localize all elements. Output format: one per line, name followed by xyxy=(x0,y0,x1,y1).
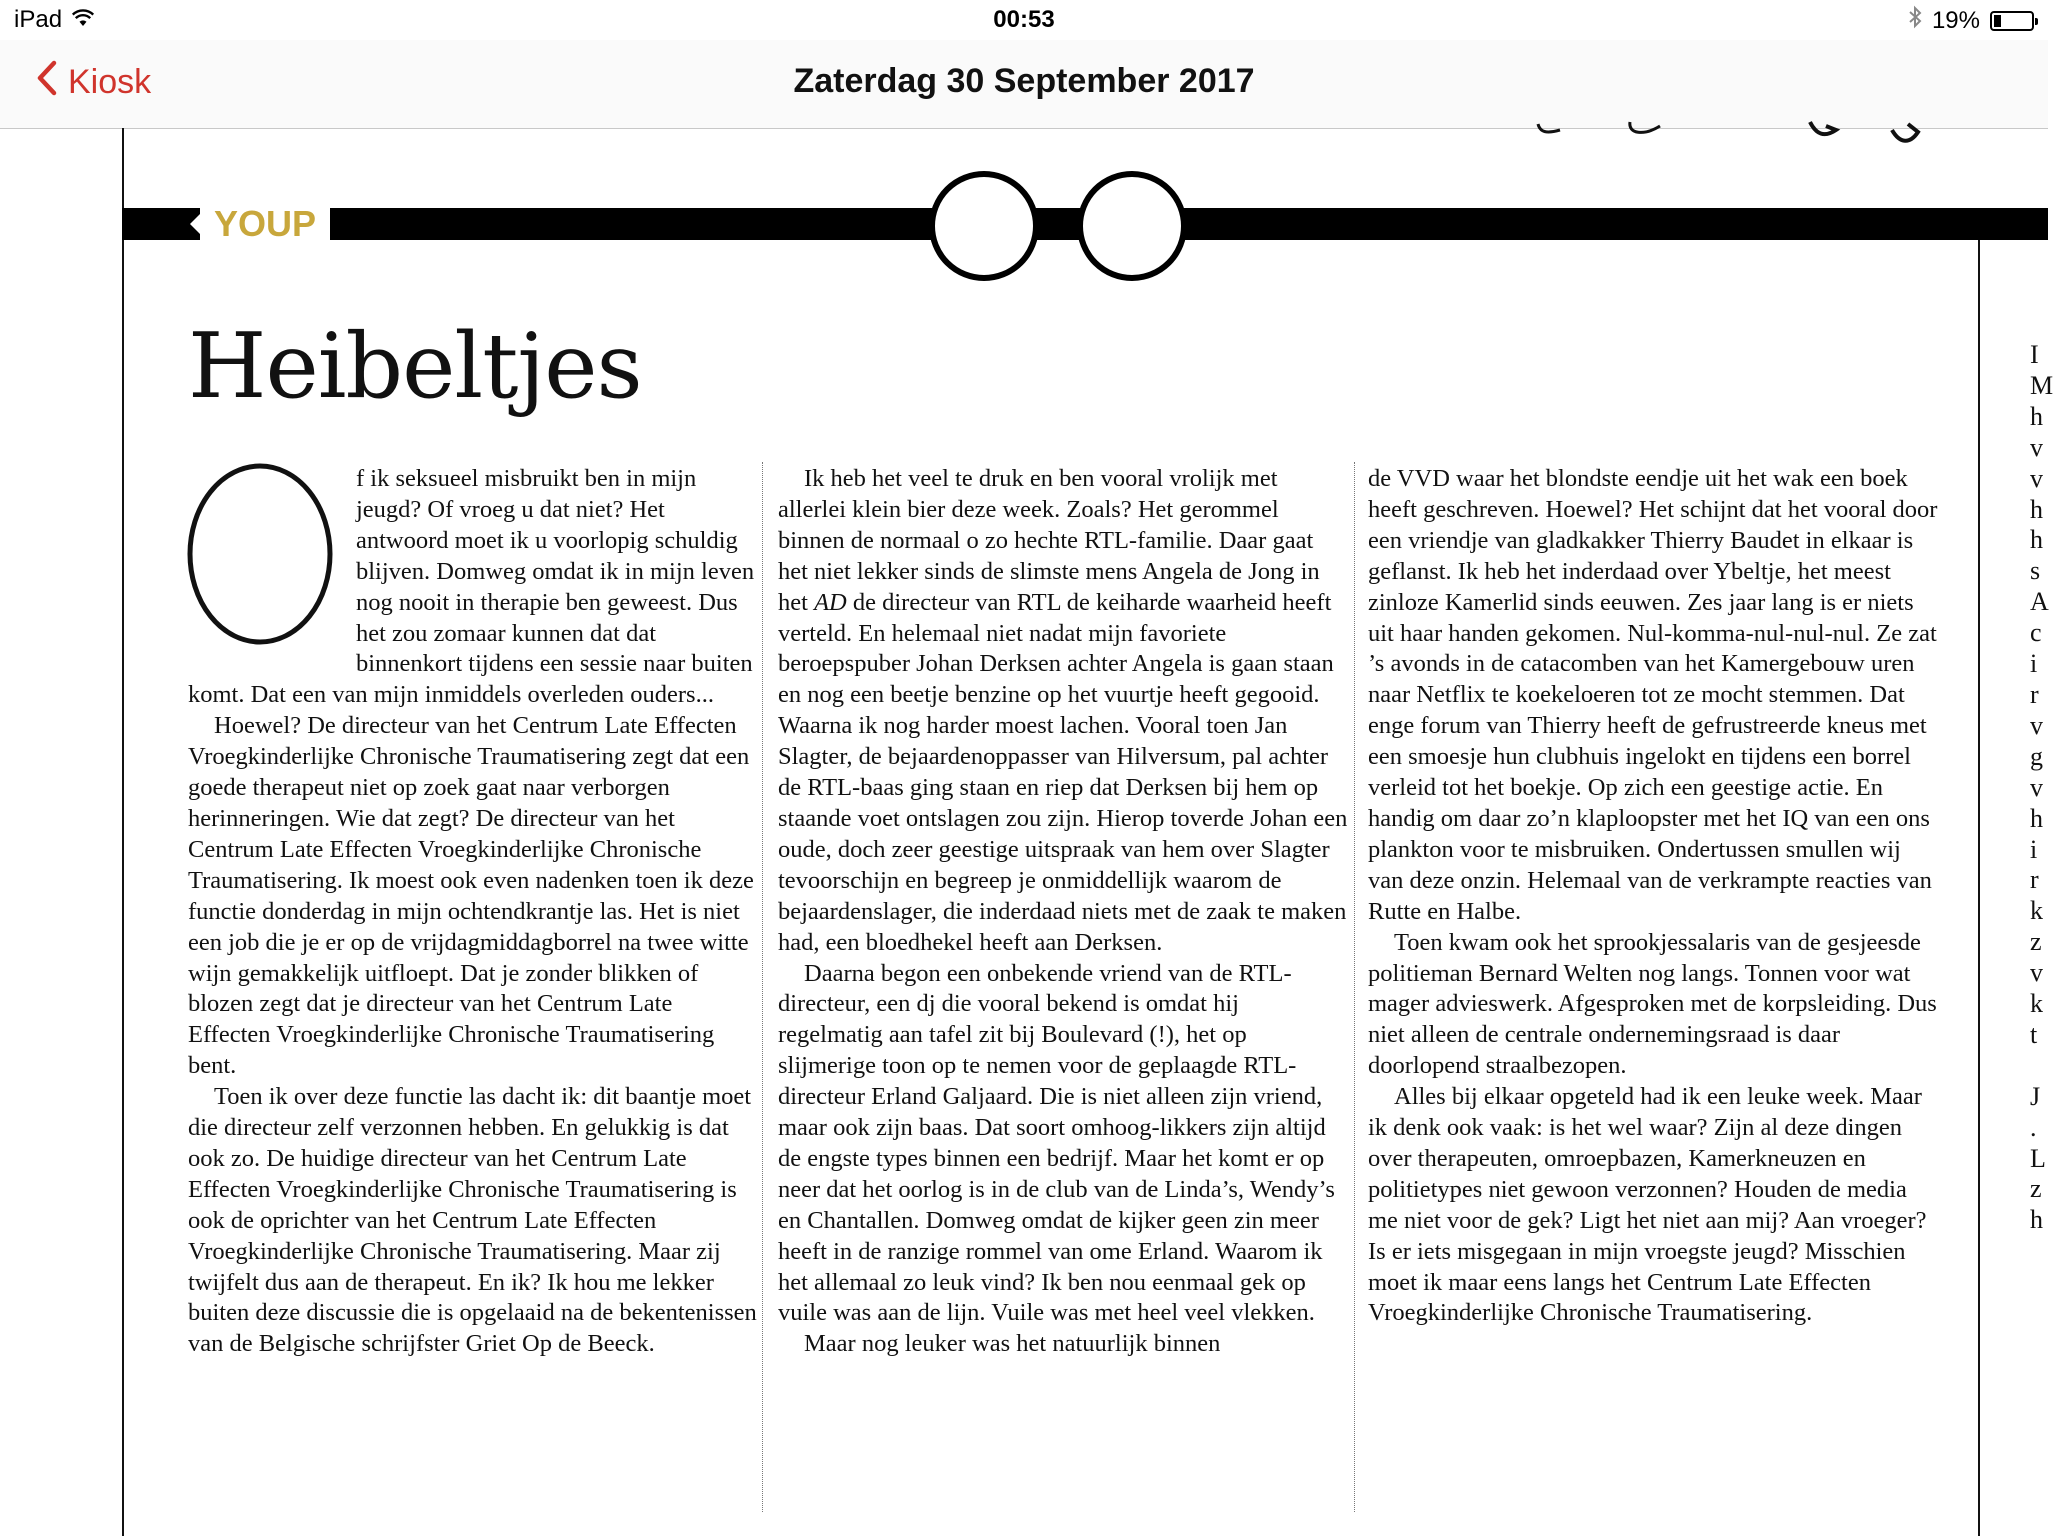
drop-cap-o xyxy=(188,462,338,652)
article-headline: Heibeltjes xyxy=(188,314,642,419)
article-column-1 xyxy=(188,464,758,1360)
text-run: de directeur van RTL de keiharde waarheid heeft verteld. En helemaal niet nadat mijn favoriete beroepspuber Johan Derksen achter Angela is gaan staan en nog een beetje benzine op het vuurtje heeft gegooid. Waarna ik nog harder moest lachen. Vooral toen Jan Slagter, de bejaardenoppasser van Hilversum, pal achter de RTL-baas ging staan en riep dat Derksen bij hem op staande voet ontslagen zou zijn. Hierop toverde Johan een oude, doch zeer geestige uitspraak van hem over Slagter tevoorschijn en begreep je onmiddellijk waarom de bejaardenslager, die inderdaad niets met de zaak te maken had, een bloedhekel heeft aan Derksen. xyxy=(778,588,1348,956)
article-column-3 xyxy=(1368,464,1938,1329)
paragraph: Toen ik over deze functie las dacht ik: dit baantje moet die directeur zelf verzonnen hebben. En gelukkig is dat ook zo. De huidige directeur van het Centrum Late Effecten Vroegkinderlijke Chronische Traumatisering is ook de oprichter van het Centrum Late Effecten Vroegkinderlijke Chronische Traumatisering. Maar zij twijfelt dus aan de therapeut. En ik? Ik hou me lekker buiten deze discussie die is opgelaaid na de bekentenissen van de Belgische schrijfster Griet Op de Beeck. xyxy=(188,1083,757,1358)
status-right xyxy=(1908,6,2034,35)
column-divider xyxy=(1354,462,1355,1512)
paragraph: Maar nog leuker was het natuurlijk binnen xyxy=(804,1330,1221,1358)
navigation-bar xyxy=(0,40,2048,129)
next-article-edge xyxy=(2030,340,2053,1536)
section-tag: YOUP xyxy=(200,206,330,242)
paragraph: Alles bij elkaar opgeteld had ik een leuke week. Maar ik denk ook vaak: is het wel waar? Zijn al deze dingen over therapeuten, omroepbazen, Kamerkneuzen en politietypes niet gewoon verzonnen? Houden de media me niet voor de gek? Ligt het niet aan mij? Aan vroeger? Is er iets misgegaan in mijn vroegste jeugd? Misschien moet ik maar eens langs het Centrum Late Effecten Vroegkinderlijke Chronische Traumatisering. xyxy=(1368,1083,1927,1327)
device-label: iPad xyxy=(14,6,63,33)
back-label: Kiosk xyxy=(68,63,152,101)
bluetooth-icon xyxy=(1908,6,1922,35)
paragraph: Daarna begon een onbekende vriend van de RTL-directeur, een dj die vooral bekend is omdat hij regelmatig aan tafel zit bij Boulevard (!), het op slijmerige toon op te nemen voor de geplaagde RTL-directeur Erland Galjaard. Die is niet alleen zijn vriend, maar ook zijn baas. Dat soort omhoog-likkers zijn altijd de engste types binnen een bedrijf. Maar het komt er op neer dat het oorlog is in de club van de Linda’s, Wendy’s en Chantallen. Domweg omdat de kijker geen zin meer heeft in de ranzige rommel van ome Erland. Waarom ik het allemaal zo leuk vind? Ik ben nou eenmaal gek op vuile was aan de lijn. Vuile was met heel veel vlekken. xyxy=(778,959,1335,1327)
battery-icon xyxy=(1990,11,2034,31)
status-time: 00:53 xyxy=(993,6,1055,33)
page-title: Zaterdag 30 September 2017 xyxy=(793,62,1255,100)
edge-text: I M h v v h h s A c i r v g v h i r k z v k t J . L z h xyxy=(2030,340,2053,1235)
paragraph xyxy=(778,464,1348,959)
paragraph: Toen kwam ook het sprookjessalaris van de gesjeesde politieman Bernard Welten nog langs. Tonnen voor wat mager advieswerk. Afgesproken met de korpsleiding. Dus niet alleen de centrale ondernemingsraad is daar doorlopend straalbezopen. xyxy=(1368,928,1937,1080)
paragraph: f ik seksueel misbruikt ben in mijn jeugd? Of vroeg u dat niet? Het antwoord moet ik u voorlopig schuldig blijven. Domweg omdat ik in mijn leven nog nooit in therapie ben geweest. Dus het zou zomaar kunnen dat dat binnenkort tijdens een sessie naar buiten komt. Dat een van mijn inmiddels overleden ouders... xyxy=(188,465,755,709)
publication-name: AD xyxy=(814,588,847,616)
battery-percent: 19% xyxy=(1931,6,1980,34)
status-bar xyxy=(0,0,2048,40)
article-column-2 xyxy=(778,464,1348,1360)
glasses-icon xyxy=(928,170,1188,282)
column-divider xyxy=(762,462,763,1512)
column-border xyxy=(1978,240,1980,1536)
paragraph: de VVD waar het blondste eendje uit het wak een boek heeft geschreven. Hoewel? Het schijnt dat het vooral door een vriendje van gladkakker Thierry Baudet in elkaar is geflanst. Ik heb het inderdaad over Ybeltje, het meest zinloze Kamerlid sinds eeuwen. Zes jaar lang is er niets uit haar handen gekomen. Nul-komma-nul-nul-nul. Ze zat ’s avonds in de catacomben van het Kamergebouw uren naar Netflix te koekeloeren tot ze mocht stemmen. Dat enge forum van Thierry heeft de gefrustreerde kneus met een smoesje hun clubhuis ingelokt en tijdens een borrel verleid tot het boekje. Op zich een geestige actie. En handig om daar zo’n klaploopster met het IQ van een ons plankton voor te misbruiken. Ondertussen smullen wij van deze onzin. Helemaal van de verkrampte reacties van Rutte en Halbe. xyxy=(1368,465,1938,925)
text-run: Ik heb het veel te druk en ben vooral vrolijk met allerlei klein bier deze week. Zoals? Het gerommel binnen de normaal o zo hechte RTL-familie. Daar gaat het niet lekker sinds de slimste mens Angela de Jong in het xyxy=(778,465,1320,616)
illustration-fragment xyxy=(1520,118,1940,152)
paragraph: Hoewel? De directeur van het Centrum Late Effecten Vroegkinderlijke Chronische Traumatisering zegt dat een goede therapeut niet op zoek gaat naar verborgen herinneringen. Wie dat zegt? De directeur van het Centrum Late Effecten Vroegkinderlijke Chronische Traumatisering. Ik moest ook even nadenken toen ik deze functie donderdag in mijn ochtendkrantje las. Het is niet een job die je er op de vrijdagmiddagborrel na twee witte wijn gemakkelijk uitfloept. Dat je zonder blikken of blozen zegt dat je directeur van het Centrum Late Effecten Vroegkinderlijke Chronische Traumatisering bent. xyxy=(188,712,754,1080)
